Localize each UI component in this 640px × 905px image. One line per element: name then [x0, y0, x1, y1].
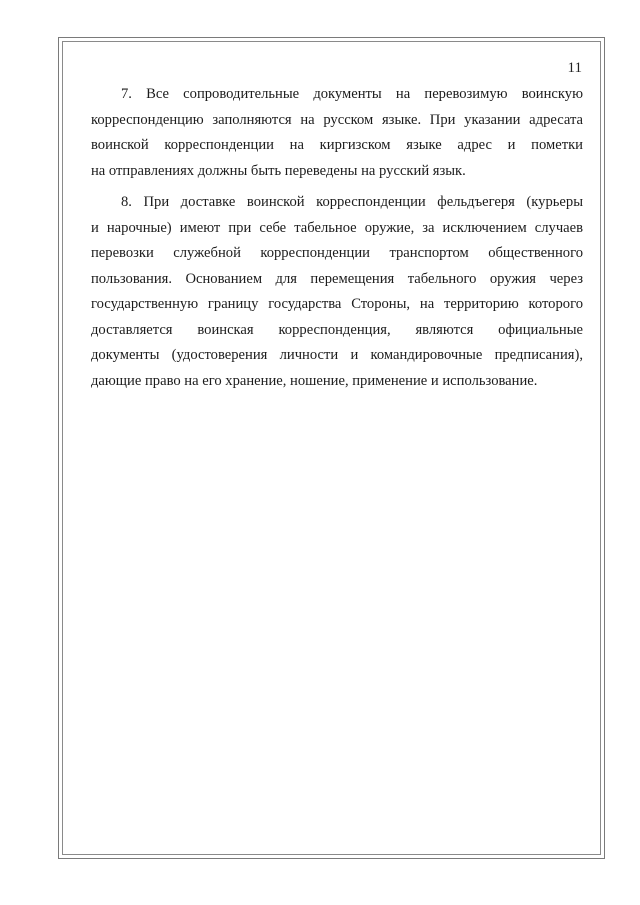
paragraph-line: 8. При доставке воинской корреспонденции фельдъегеря (курьеры [121, 194, 583, 210]
paragraph-line: дающие право на его хранение, ношение, применение и использование. [91, 372, 538, 389]
paragraph-line: и нарочные) имеют при себе табельное оружие, за исключением случаев [91, 219, 583, 236]
paragraph-line: пользования. Основанием для перемещения табельного оружия через [91, 270, 583, 287]
paragraph-line: воинской корреспонденции на киргизском языке адрес и пометки [91, 137, 583, 153]
paragraph-line: документы (удостоверения личности и командировочные предписания), [91, 347, 583, 363]
paragraph-line: на отправлениях должны быть переведены на русский язык. [91, 162, 466, 179]
paragraph-line: перевозки служебной корреспонденции транспортом общественного [91, 245, 583, 261]
paragraph-line: доставляется воинская корреспонденция, являются официальные [91, 321, 583, 338]
paragraph-line: 7. Все сопроводительные документы на перевозимую воинскую [121, 86, 583, 102]
paragraph-line: корреспонденцию заполняются на русском языке. При указании адресата [91, 111, 583, 128]
paragraph-8 [91, 190, 583, 394]
paragraph-7 [91, 82, 583, 184]
document-body [91, 82, 583, 394]
paragraph-line: государственную границу государства Стороны, на территорию которого [91, 296, 583, 312]
page-number: 11 [567, 60, 582, 76]
